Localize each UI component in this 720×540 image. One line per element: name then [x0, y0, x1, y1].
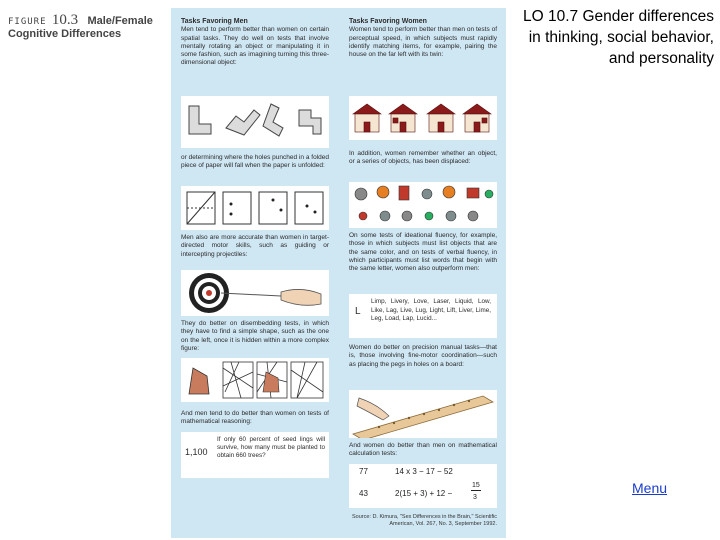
calc-1-left: 77 [359, 467, 368, 476]
calculation-box [349, 464, 497, 508]
figure-title: Male/Female [87, 15, 153, 27]
menu-link[interactable]: Menu [632, 480, 668, 496]
rotation-objects-image [181, 96, 329, 148]
displaced-objects-image [349, 182, 497, 228]
word-box-text: Limp, Livery, Love, Laser, Liquid, Low, Like, Lag, Live, Lug, Light, Lift, Liver, Lime, Leg, Load, Lap, Lucid... [371, 298, 491, 322]
word-list-box [349, 294, 497, 338]
right-heading: Tasks Favoring Women [349, 18, 427, 25]
word-box-letter: L [355, 306, 361, 317]
right-text-calculation: And women do better than men on mathematical calculation tests: [349, 442, 497, 458]
fraction-denominator: 3 [473, 494, 477, 501]
left-text-rotation: Men tend to perform better than women on certain spatial tasks. They do well on tests that involve mentally rotating an object or manipulating it in some fashion, such as imagining turning this three-dimensional object: [181, 26, 329, 67]
folded-paper-image [181, 186, 329, 230]
left-text-disembedding: They do better on disembedding tests, in which they have to find a simple shape, such as the one on the left, once it is hidden within a more complex figure: [181, 320, 329, 352]
right-text-perceptual: Women tend to perform better than men on tests of perceptual speed, in which subjects must rapidly identify matching items, for example, pairing the house on the far left with its twin: [349, 26, 497, 59]
right-text-fluency: On some tests of ideational fluency, for example, those in which subjects must list objects that are the same color, and on tests of verbal fluency, in which participants must list words that begin with the same letter, women also outperform men: [349, 232, 497, 273]
figure-panel [171, 8, 506, 538]
left-text-math: And men tend to do better than women on tests of mathematical reasoning: [181, 410, 329, 426]
matching-houses-image [349, 96, 497, 140]
left-heading: Tasks Favoring Men [181, 18, 248, 25]
figure-source: Source: D. Kimura, "Sex Differences in the Brain," Scientific American, Vol. 267, No. 3, September 1992. [351, 514, 497, 527]
right-text-precision: Women do better on precision manual tasks—that is, those involving fine-motor coordination—such as placing the pegs in holes on a board: [349, 344, 497, 368]
math-reasoning-box [181, 432, 329, 478]
dart-target-image [181, 270, 329, 316]
pegboard-image [349, 390, 497, 438]
figure-label [8, 12, 153, 29]
fraction-numerator: 15 [471, 482, 481, 491]
slide-title: LO 10.7 Gender differences in thinking, social behavior, and personality [522, 8, 714, 67]
figure-number: 10.3 [51, 12, 79, 28]
calc-1-right: 14 x 3 − 17 − 52 [395, 467, 453, 476]
left-text-paper: or determining where the holes punched in a folded piece of paper will fall when the paper is unfolded: [181, 154, 329, 170]
math-box-text: If only 60 percent of seed lings will survive, how many must be planted to obtain 660 trees? [217, 436, 325, 459]
math-box-number: 1,100 [185, 447, 208, 457]
disembedding-image [181, 358, 329, 402]
figure-subtitle: Cognitive Differences [8, 28, 122, 40]
right-text-displaced: In addition, women remember whether an object, or a series of objects, has been displaced: [349, 150, 497, 166]
left-text-motor: Men also are more accurate than women in target-directed motor skills, such as guiding or intercepting projectiles: [181, 234, 329, 258]
calc-2-left: 43 [359, 489, 368, 498]
figure-word: FIGURE [8, 17, 47, 27]
calc-2-right: 2(15 + 3) + 12 − [395, 489, 453, 498]
